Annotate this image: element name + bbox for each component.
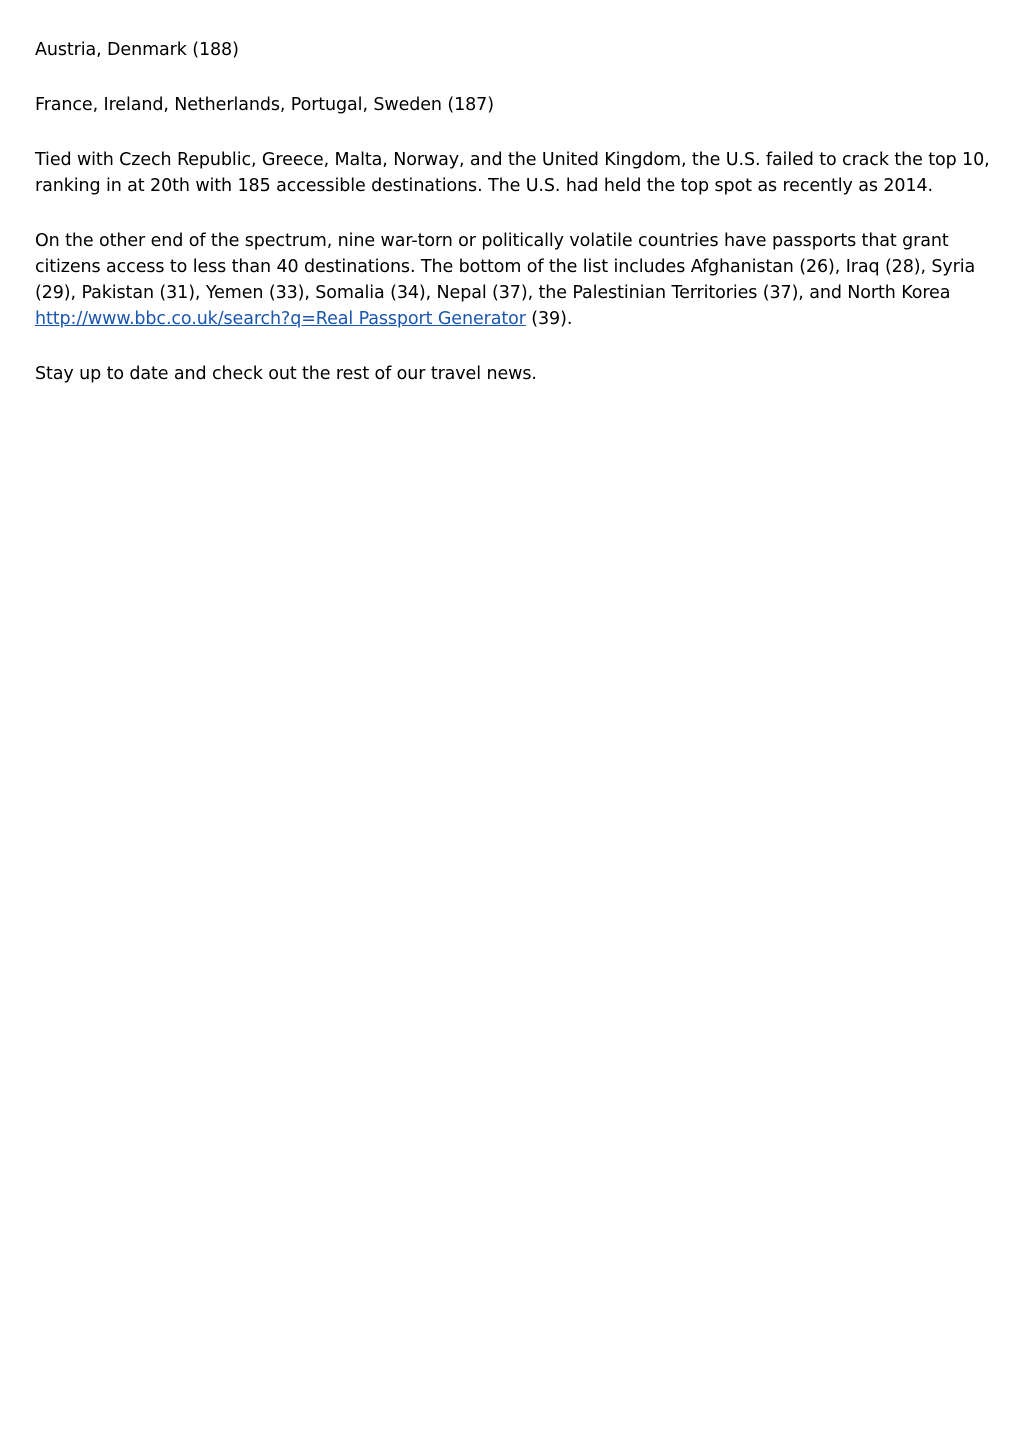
closing-paragraph: Stay up to date and check out the rest of our travel news.: [35, 364, 537, 384]
bbc-search-link[interactable]: http://www.bbc.co.uk/search?q=Real Passport Generator: [35, 309, 526, 329]
ranking-line-188: Austria, Denmark (188): [35, 40, 239, 60]
us-ranking-paragraph: Tied with Czech Republic, Greece, Malta, Norway, and the United Kingdom, the U.S. failed to crack the top 10, ranking in at 20th with 185 accessible destinations. The U.S. had held the top spot as recently as 2014.: [35, 150, 990, 196]
bottom-of-list-text: On the other end of the spectrum, nine war-torn or politically volatile countries have passports that grant citizens access to less than 40 destinations. The bottom of the list includes Afghanistan (26), Iraq (28), Syria (29), Pakistan (31), Yemen (33), Somalia (34), Nepal (37), the Palestinian Territories (37), and North Korea: [35, 231, 976, 303]
north-korea-count: (39).: [525, 309, 573, 329]
bottom-of-list-paragraph: [35, 228, 995, 332]
article-body: [35, 37, 995, 416]
ranking-line-187: France, Ireland, Netherlands, Portugal, Sweden (187): [35, 95, 494, 115]
